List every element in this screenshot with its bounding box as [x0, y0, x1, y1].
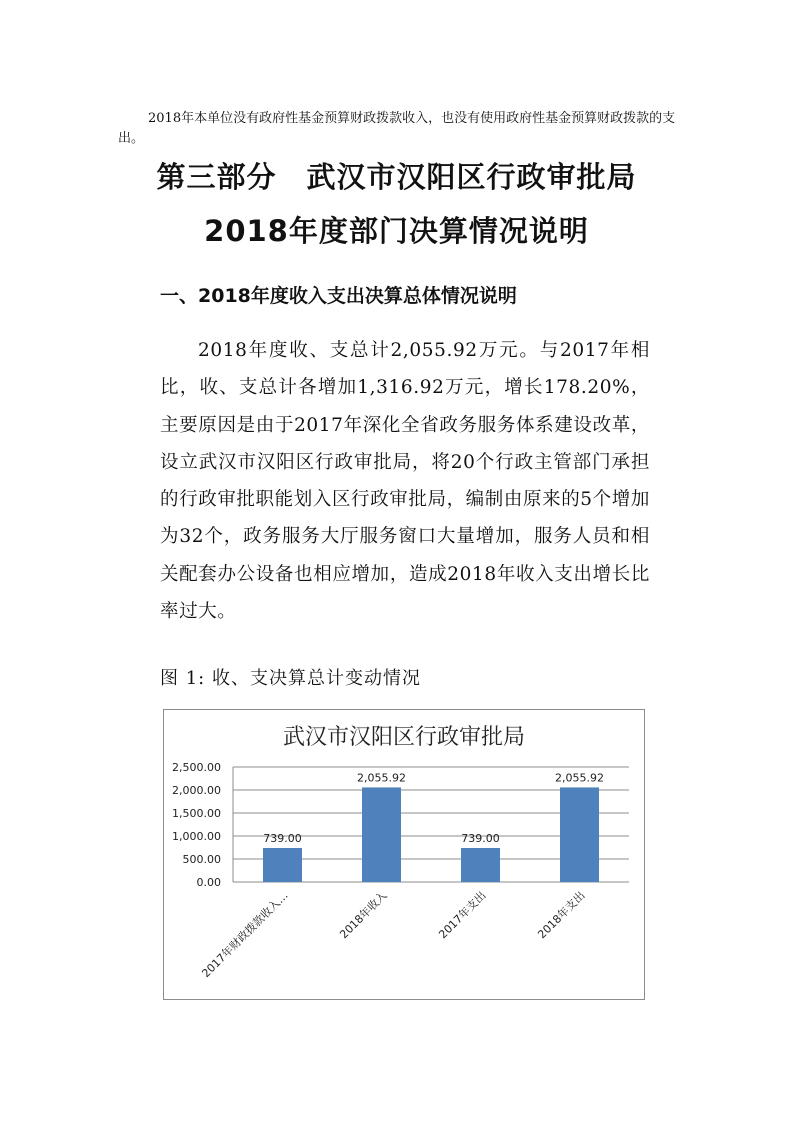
x-tick-label: 2017年财政拨款收入… [199, 888, 291, 981]
y-tick-label: 2,000.00 [172, 784, 221, 797]
y-tick-label: 1,000.00 [172, 830, 221, 843]
bar [263, 848, 302, 882]
chart-frame [163, 709, 645, 1000]
report-title: 2018年度部门决算情况说明 [204, 214, 589, 248]
bar [362, 787, 401, 882]
y-tick-label: 2,500.00 [172, 761, 221, 774]
x-tick-label: 2018年收入 [337, 888, 390, 942]
chart-title: 武汉市汉阳区行政审批局 [282, 725, 526, 750]
data-label: 739.00 [263, 832, 302, 846]
x-tick-label: 2018年支出 [535, 888, 588, 942]
y-tick-label: 500.00 [182, 853, 221, 866]
data-label: 2,055.92 [555, 771, 604, 785]
bar-chart [164, 710, 644, 999]
x-tick-label: 2017年支出 [436, 888, 489, 942]
figure-caption: 图 1: 收、支决算总计变动情况 [160, 668, 421, 689]
data-label: 2,055.92 [357, 771, 406, 785]
y-tick-label: 1,500.00 [172, 807, 221, 820]
data-label: 739.00 [461, 832, 500, 846]
bar [461, 848, 500, 882]
bar [560, 787, 599, 882]
part-title: 第三部分 武汉市汉阳区行政审批局 [156, 160, 637, 194]
y-tick-label: 0.00 [196, 876, 221, 889]
intro-paragraph: 2018年本单位没有政府性基金预算财政拨款收入，也没有使用政府性基金预算财政拨款的支出。 [118, 111, 676, 146]
section-heading: 一、2018年度收入支出决算总体情况说明 [160, 285, 517, 307]
summary-paragraph: 2018年度收、支总计2,055.92万元。与2017年相比，收、支总计各增加1,316.92万元，增长178.20%，主要原因是由于2017年深化全省政务服务体系建设改革，设立武汉市汉阳区行政审批局，将20个行政主管部门承担的行政审批职能划入区行政审批局，编制由原来的5个增加为32个，政务服务大厅服务窗口大量增加，服务人员和相关配套办公设备也相应增加，造成2018年收入支出增长比率过大。 [160, 340, 650, 623]
